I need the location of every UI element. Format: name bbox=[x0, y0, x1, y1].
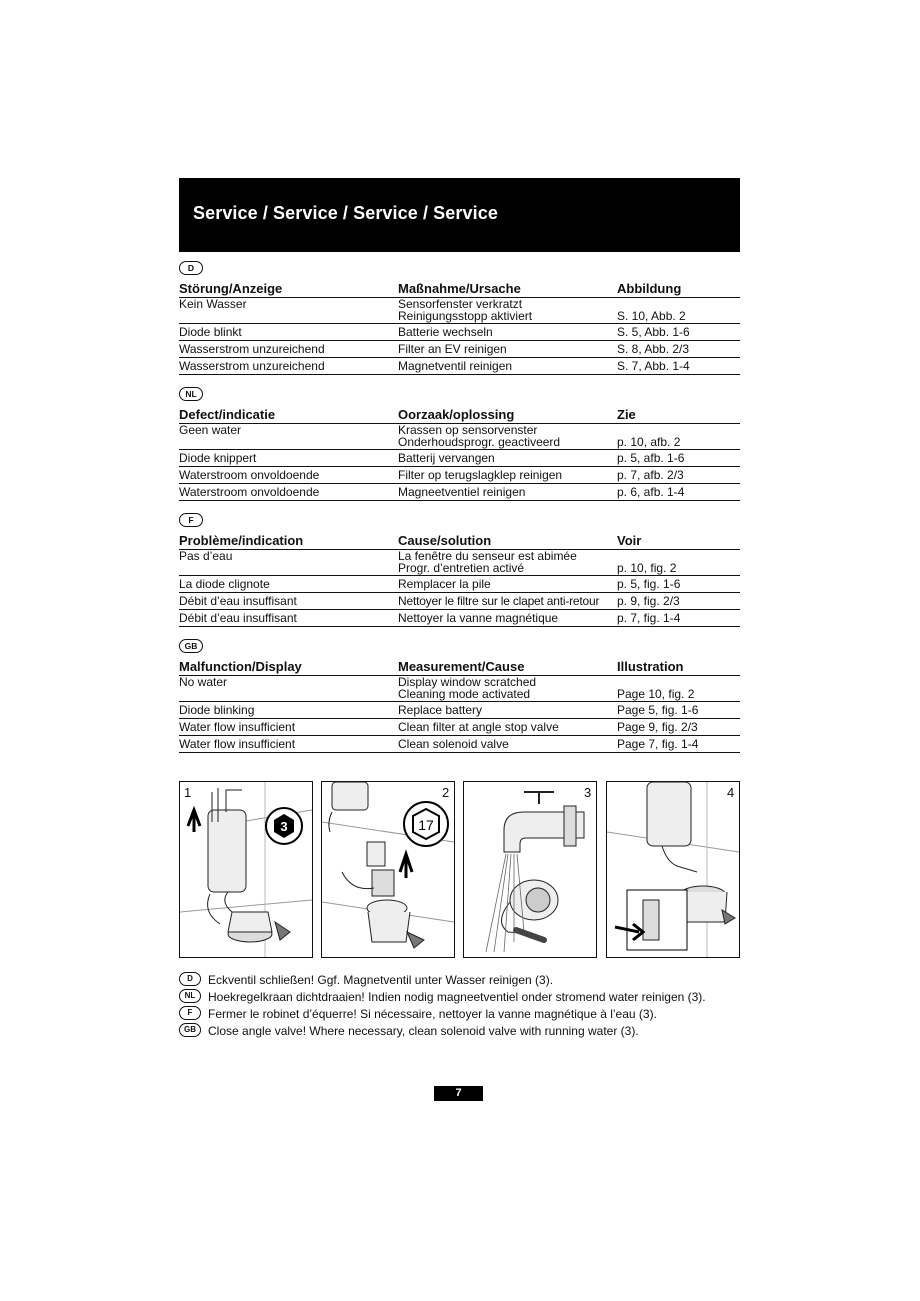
cell-fault: Waterstroom onvoldoende bbox=[179, 485, 320, 499]
cell-fault: Débit d’eau insuffisant bbox=[179, 594, 297, 608]
cell-action-line2: Progr. d’entretien activé bbox=[398, 561, 525, 575]
illustration-strip bbox=[179, 781, 740, 958]
figure-4-drawing bbox=[607, 782, 739, 957]
figure-3-drawing bbox=[464, 782, 596, 957]
column-header: Zie bbox=[617, 407, 636, 422]
figure-1 bbox=[179, 781, 313, 958]
cell-action: La fenêtre du senseur est abimée bbox=[398, 549, 577, 563]
table-row bbox=[179, 593, 740, 610]
cell-action: Nettoyer la vanne magnétique bbox=[398, 611, 559, 625]
cell-reference: Page 10, fig. 2 bbox=[617, 687, 695, 701]
cell-fault: Pas d’eau bbox=[179, 549, 233, 563]
cell-action: Sensorfenster verkratzt bbox=[398, 297, 523, 311]
cell-action-line2: Onderhoudsprogr. geactiveerd bbox=[398, 435, 561, 449]
cell-reference: p. 5, fig. 1-6 bbox=[617, 577, 681, 591]
table-header bbox=[179, 278, 740, 298]
cell-reference: S. 8, Abb. 2/3 bbox=[617, 342, 690, 356]
lang-badge-f: F bbox=[179, 513, 203, 527]
figure-2-drawing bbox=[322, 782, 454, 957]
figure-1-drawing bbox=[180, 782, 312, 957]
table-row bbox=[179, 550, 740, 576]
table-header bbox=[179, 656, 740, 676]
cell-fault: Kein Wasser bbox=[179, 297, 247, 311]
table-row bbox=[179, 324, 740, 341]
cell-fault: Waterstroom onvoldoende bbox=[179, 468, 320, 482]
cell-fault: Wasserstrom unzureichend bbox=[179, 359, 325, 373]
cell-reference: Page 5, fig. 1-6 bbox=[617, 703, 699, 717]
cell-action: Remplacer la pile bbox=[398, 577, 491, 591]
cell-action: Replace battery bbox=[398, 703, 483, 717]
column-header: Malfunction/Display bbox=[179, 659, 302, 674]
column-header: Problème/indication bbox=[179, 533, 304, 548]
table-header bbox=[179, 404, 740, 424]
cell-action: Magneetventiel reinigen bbox=[398, 485, 526, 499]
lang-badge-f: F bbox=[179, 1006, 201, 1020]
figure-2-tool-label: 17 bbox=[418, 817, 434, 833]
cell-reference: Page 7, fig. 1-4 bbox=[617, 737, 699, 751]
table-row bbox=[179, 424, 740, 450]
cell-fault: Water flow insufficient bbox=[179, 720, 296, 734]
table-row bbox=[179, 467, 740, 484]
cell-action-line2: Cleaning mode activated bbox=[398, 687, 531, 701]
column-header: Störung/Anzeige bbox=[179, 281, 283, 296]
cell-fault: La diode clignote bbox=[179, 577, 270, 591]
note-text: Close angle valve! Where necessary, clean solenoid valve with running water (3). bbox=[208, 1024, 639, 1038]
cell-action: Clean filter at angle stop valve bbox=[398, 720, 559, 734]
table-row bbox=[179, 484, 740, 501]
page-header bbox=[179, 178, 740, 252]
cell-reference: S. 5, Abb. 1-6 bbox=[617, 325, 690, 339]
cell-fault: Water flow insufficient bbox=[179, 737, 296, 751]
table-row bbox=[179, 358, 740, 375]
hex-key-icon bbox=[266, 808, 302, 844]
lang-badge-gb: GB bbox=[179, 639, 203, 653]
cell-fault: No water bbox=[179, 675, 228, 689]
cell-fault: Diode blinkt bbox=[179, 325, 242, 339]
table-row bbox=[179, 450, 740, 467]
section-d bbox=[179, 261, 740, 376]
column-header: Voir bbox=[617, 533, 642, 548]
note-text: Hoekregelkraan dichtdraaien! Indien nodig magneetventiel onder stromend water reinigen (3). bbox=[208, 990, 706, 1004]
figure-number: 1 bbox=[184, 785, 192, 800]
cell-action: Clean solenoid valve bbox=[398, 737, 509, 751]
wrench-size-icon bbox=[404, 802, 448, 846]
figure-number: 4 bbox=[727, 785, 735, 800]
figure-1-tool-label: 3 bbox=[280, 819, 288, 834]
cell-action: Filter op terugslagklep reinigen bbox=[398, 468, 563, 482]
cell-action: Batterij vervangen bbox=[398, 451, 495, 465]
lang-badge-d: D bbox=[179, 972, 201, 986]
figure-4 bbox=[606, 781, 740, 958]
column-header: Abbildung bbox=[617, 281, 682, 296]
cell-action: Batterie wechseln bbox=[398, 325, 493, 339]
cell-reference: p. 5, afb. 1-6 bbox=[617, 451, 685, 465]
cell-reference: Page 9, fig. 2/3 bbox=[617, 720, 698, 734]
cell-reference: p. 10, fig. 2 bbox=[617, 561, 677, 575]
note-text: Fermer le robinet d’équerre! Si nécessaire, nettoyer la vanne magnétique à l’eau (3). bbox=[208, 1007, 657, 1021]
cell-reference: p. 7, fig. 1-4 bbox=[617, 611, 681, 625]
table-row bbox=[179, 576, 740, 593]
cell-action: Filter an EV reinigen bbox=[398, 342, 507, 356]
table-row bbox=[179, 676, 740, 702]
cell-reference: p. 7, afb. 2/3 bbox=[617, 468, 684, 482]
page-number: 7 bbox=[434, 1086, 483, 1101]
cell-reference: p. 10, afb. 2 bbox=[617, 435, 681, 449]
figure-3 bbox=[463, 781, 597, 958]
column-header: Oorzaak/oplossing bbox=[398, 407, 515, 422]
lang-badge-gb: GB bbox=[179, 1023, 201, 1037]
column-header: Cause/solution bbox=[398, 533, 492, 548]
column-header: Illustration bbox=[617, 659, 684, 674]
table-row bbox=[179, 719, 740, 736]
figure-2 bbox=[321, 781, 455, 958]
cell-reference: S. 7, Abb. 1-4 bbox=[617, 359, 690, 373]
table-row bbox=[179, 298, 740, 324]
cell-fault: Diode blinking bbox=[179, 703, 255, 717]
cell-fault: Geen water bbox=[179, 423, 242, 437]
cell-fault: Wasserstrom unzureichend bbox=[179, 342, 325, 356]
lang-badge-nl: NL bbox=[179, 989, 201, 1003]
lang-badge-d: D bbox=[179, 261, 203, 275]
section-f bbox=[179, 513, 740, 628]
cell-fault: Diode knippert bbox=[179, 451, 257, 465]
column-header: Measurement/Cause bbox=[398, 659, 525, 674]
cell-reference: p. 6, afb. 1-4 bbox=[617, 485, 685, 499]
column-header: Defect/indicatie bbox=[179, 407, 276, 422]
cell-action: Magnetventil reinigen bbox=[398, 359, 513, 373]
cell-reference: p. 9, fig. 2/3 bbox=[617, 594, 680, 608]
figure-number: 2 bbox=[442, 785, 450, 800]
cell-action: Krassen op sensorvenster bbox=[398, 423, 538, 437]
figure-number: 3 bbox=[584, 785, 592, 800]
table-row bbox=[179, 341, 740, 358]
lang-badge-nl: NL bbox=[179, 387, 203, 401]
section-gb bbox=[179, 639, 740, 754]
cell-fault: Débit d’eau insuffisant bbox=[179, 611, 297, 625]
cell-action: Display window scratched bbox=[398, 675, 537, 689]
cell-action-line2: Reinigungsstopp aktiviert bbox=[398, 309, 533, 323]
table-row bbox=[179, 736, 740, 753]
page-title: Service / Service / Service / Service bbox=[193, 203, 498, 223]
note-text: Eckventil schließen! Ggf. Magnetventil unter Wasser reinigen (3). bbox=[208, 973, 554, 987]
column-header: Maßnahme/Ursache bbox=[398, 281, 521, 296]
table-row bbox=[179, 702, 740, 719]
section-nl bbox=[179, 387, 740, 502]
arrow-up-icon bbox=[188, 810, 200, 832]
table-row bbox=[179, 610, 740, 627]
cell-action: Nettoyer le filtre sur le clapet anti-retour bbox=[398, 594, 600, 608]
table-header bbox=[179, 530, 740, 550]
cell-reference: S. 10, Abb. 2 bbox=[617, 309, 686, 323]
arrow-up-icon bbox=[400, 854, 412, 878]
